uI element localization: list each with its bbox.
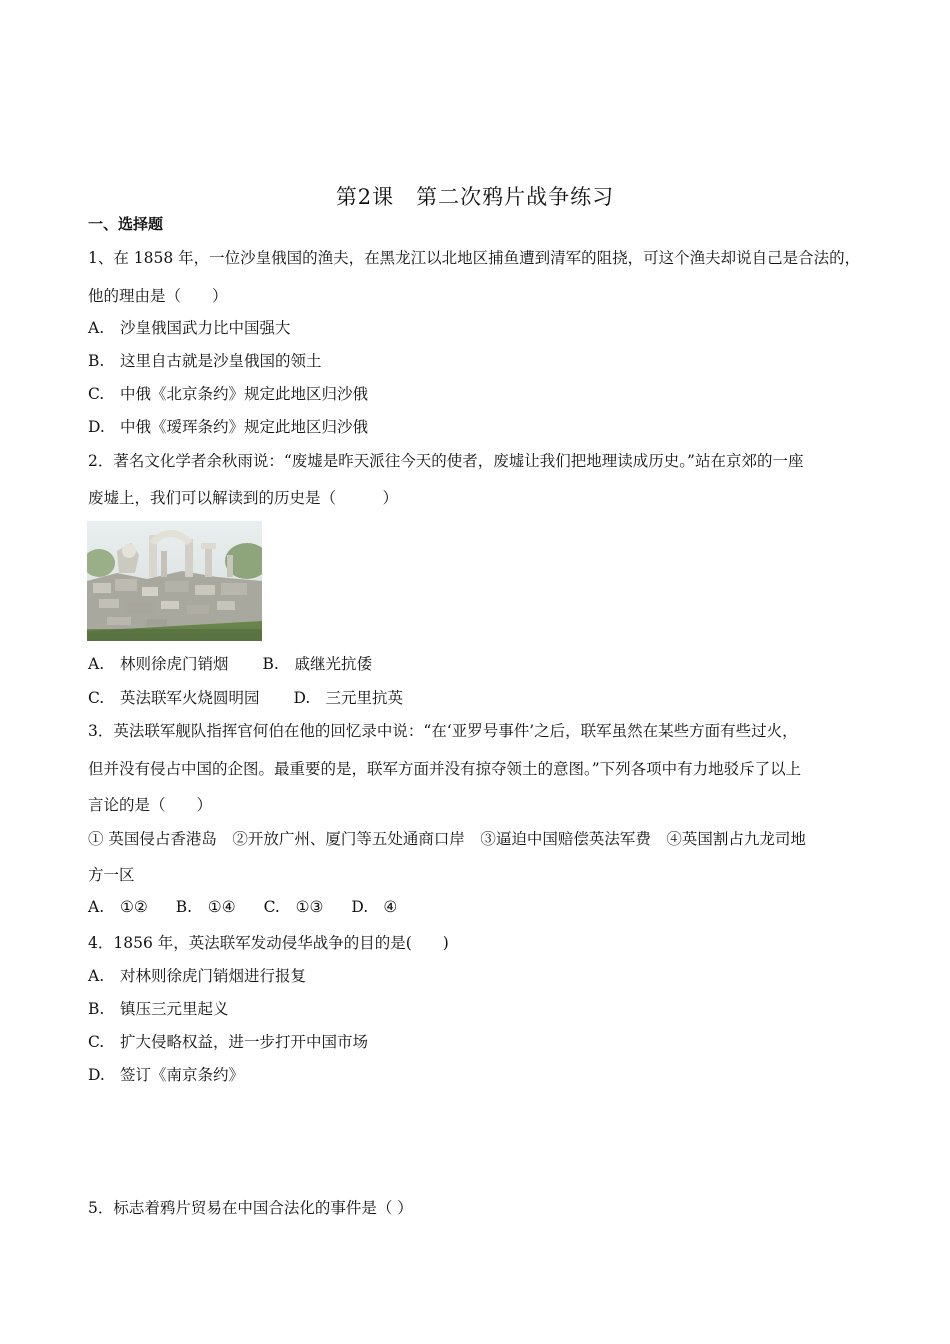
question-1-option-c	[88, 382, 368, 404]
question-4-option-d	[88, 1063, 244, 1085]
option-text: 林则徐虎门销烟	[120, 655, 229, 673]
question-4-option-a	[88, 964, 306, 986]
option-text: 镇压三元里起义	[120, 1000, 229, 1018]
option-label: C.	[88, 1033, 105, 1051]
question-3-stem-line-2: 但并没有侵占中国的企图。最重要的是，联军方面并没有掠夺领土的意图。”下列各项中有力地驳斥了以上	[88, 760, 802, 778]
question-1-option-b	[88, 349, 322, 371]
option-label: D.	[88, 418, 105, 436]
option-text: 签订《南京条约》	[120, 1066, 245, 1084]
option-text: 三元里抗英	[325, 689, 404, 707]
option-text: 对林则徐虎门销烟进行报复	[120, 967, 307, 985]
question-3-items-line-2: 方一区	[88, 866, 135, 884]
option-text: ①④	[207, 898, 236, 916]
question-2-stem-line-1: 2．著名文化学者余秋雨说：“废墟是昨天派往今天的使者，废墟让我们把地理读成历史。”站在京郊的一座	[88, 452, 804, 470]
option-text: 中俄《北京条约》规定此地区归沙俄	[120, 385, 369, 403]
option-text: ①②	[120, 898, 148, 916]
option-text: 沙皇俄国武力比中国强大	[120, 319, 291, 337]
question-3-stem-line-3: 言论的是（ ）	[88, 796, 213, 814]
option-label: B.	[88, 1000, 105, 1018]
question-3-items-line-1: ① 英国侵占香港岛 ②开放广州、厦门等五处通商口岸 ③逼迫中国赔偿英法军费 ④英国割占九龙司地	[88, 830, 806, 848]
question-3-stem-line-1: 3．英法联军舰队指挥官何伯在他的回忆录中说：“在‘亚罗号事件’之后，联军虽然在某些方面有些过火，	[88, 722, 798, 740]
question-2-options-row-2	[88, 686, 403, 708]
question-3-options-row	[88, 898, 397, 916]
option-text: ①③	[295, 898, 324, 916]
option-label: C.	[88, 385, 105, 403]
option-label: A.	[88, 898, 105, 916]
option-label: B.	[175, 898, 193, 916]
option-label: C.	[263, 898, 280, 916]
option-text: 这里自古就是沙皇俄国的领土	[120, 352, 322, 370]
question-4-option-b	[88, 997, 229, 1019]
question-2-stem-line-2: 废墟上，我们可以解读到的历史是（ ）	[88, 489, 399, 507]
option-text: 扩大侵略权益，进一步打开中国市场	[120, 1033, 369, 1051]
option-label: D.	[293, 689, 311, 707]
option-text: 戚继光抗倭	[294, 655, 373, 673]
option-text: ④	[383, 898, 398, 916]
option-label: A.	[88, 967, 105, 985]
question-4-option-c	[88, 1030, 368, 1052]
question-1-stem-line-1: 1、在 1858 年，一位沙皇俄国的渔夫，在黑龙江以北地区捕鱼遭到清军的阻挠，可这个渔夫却说自己是合法的，	[88, 249, 861, 267]
question-1-stem-line-2: 他的理由是（ ）	[88, 287, 228, 305]
question-1-option-a	[88, 316, 291, 338]
old-summer-palace-ruins-photo	[87, 521, 262, 641]
question-4-stem: 4．1856 年，英法联军发动侵华战争的目的是( )	[88, 934, 449, 952]
option-label: D.	[88, 1066, 105, 1084]
option-label: B.	[262, 655, 279, 673]
option-label: A.	[88, 319, 105, 337]
question-1-option-d	[88, 415, 368, 437]
option-label: D.	[351, 898, 369, 916]
option-label: A.	[88, 655, 105, 673]
option-label: B.	[88, 352, 105, 370]
option-text: 英法联军火烧圆明园	[120, 689, 260, 707]
page-title: 第2课 第二次鸦片战争练习	[335, 185, 615, 209]
question-2-options-row-1	[88, 652, 372, 674]
question-5-stem: 5．标志着鸦片贸易在中国合法化的事件是（ ）	[88, 1199, 413, 1217]
option-text: 中俄《瑷珲条约》规定此地区归沙俄	[120, 418, 369, 436]
option-label: C.	[88, 689, 105, 707]
section-heading: 一、选择题	[88, 215, 164, 233]
